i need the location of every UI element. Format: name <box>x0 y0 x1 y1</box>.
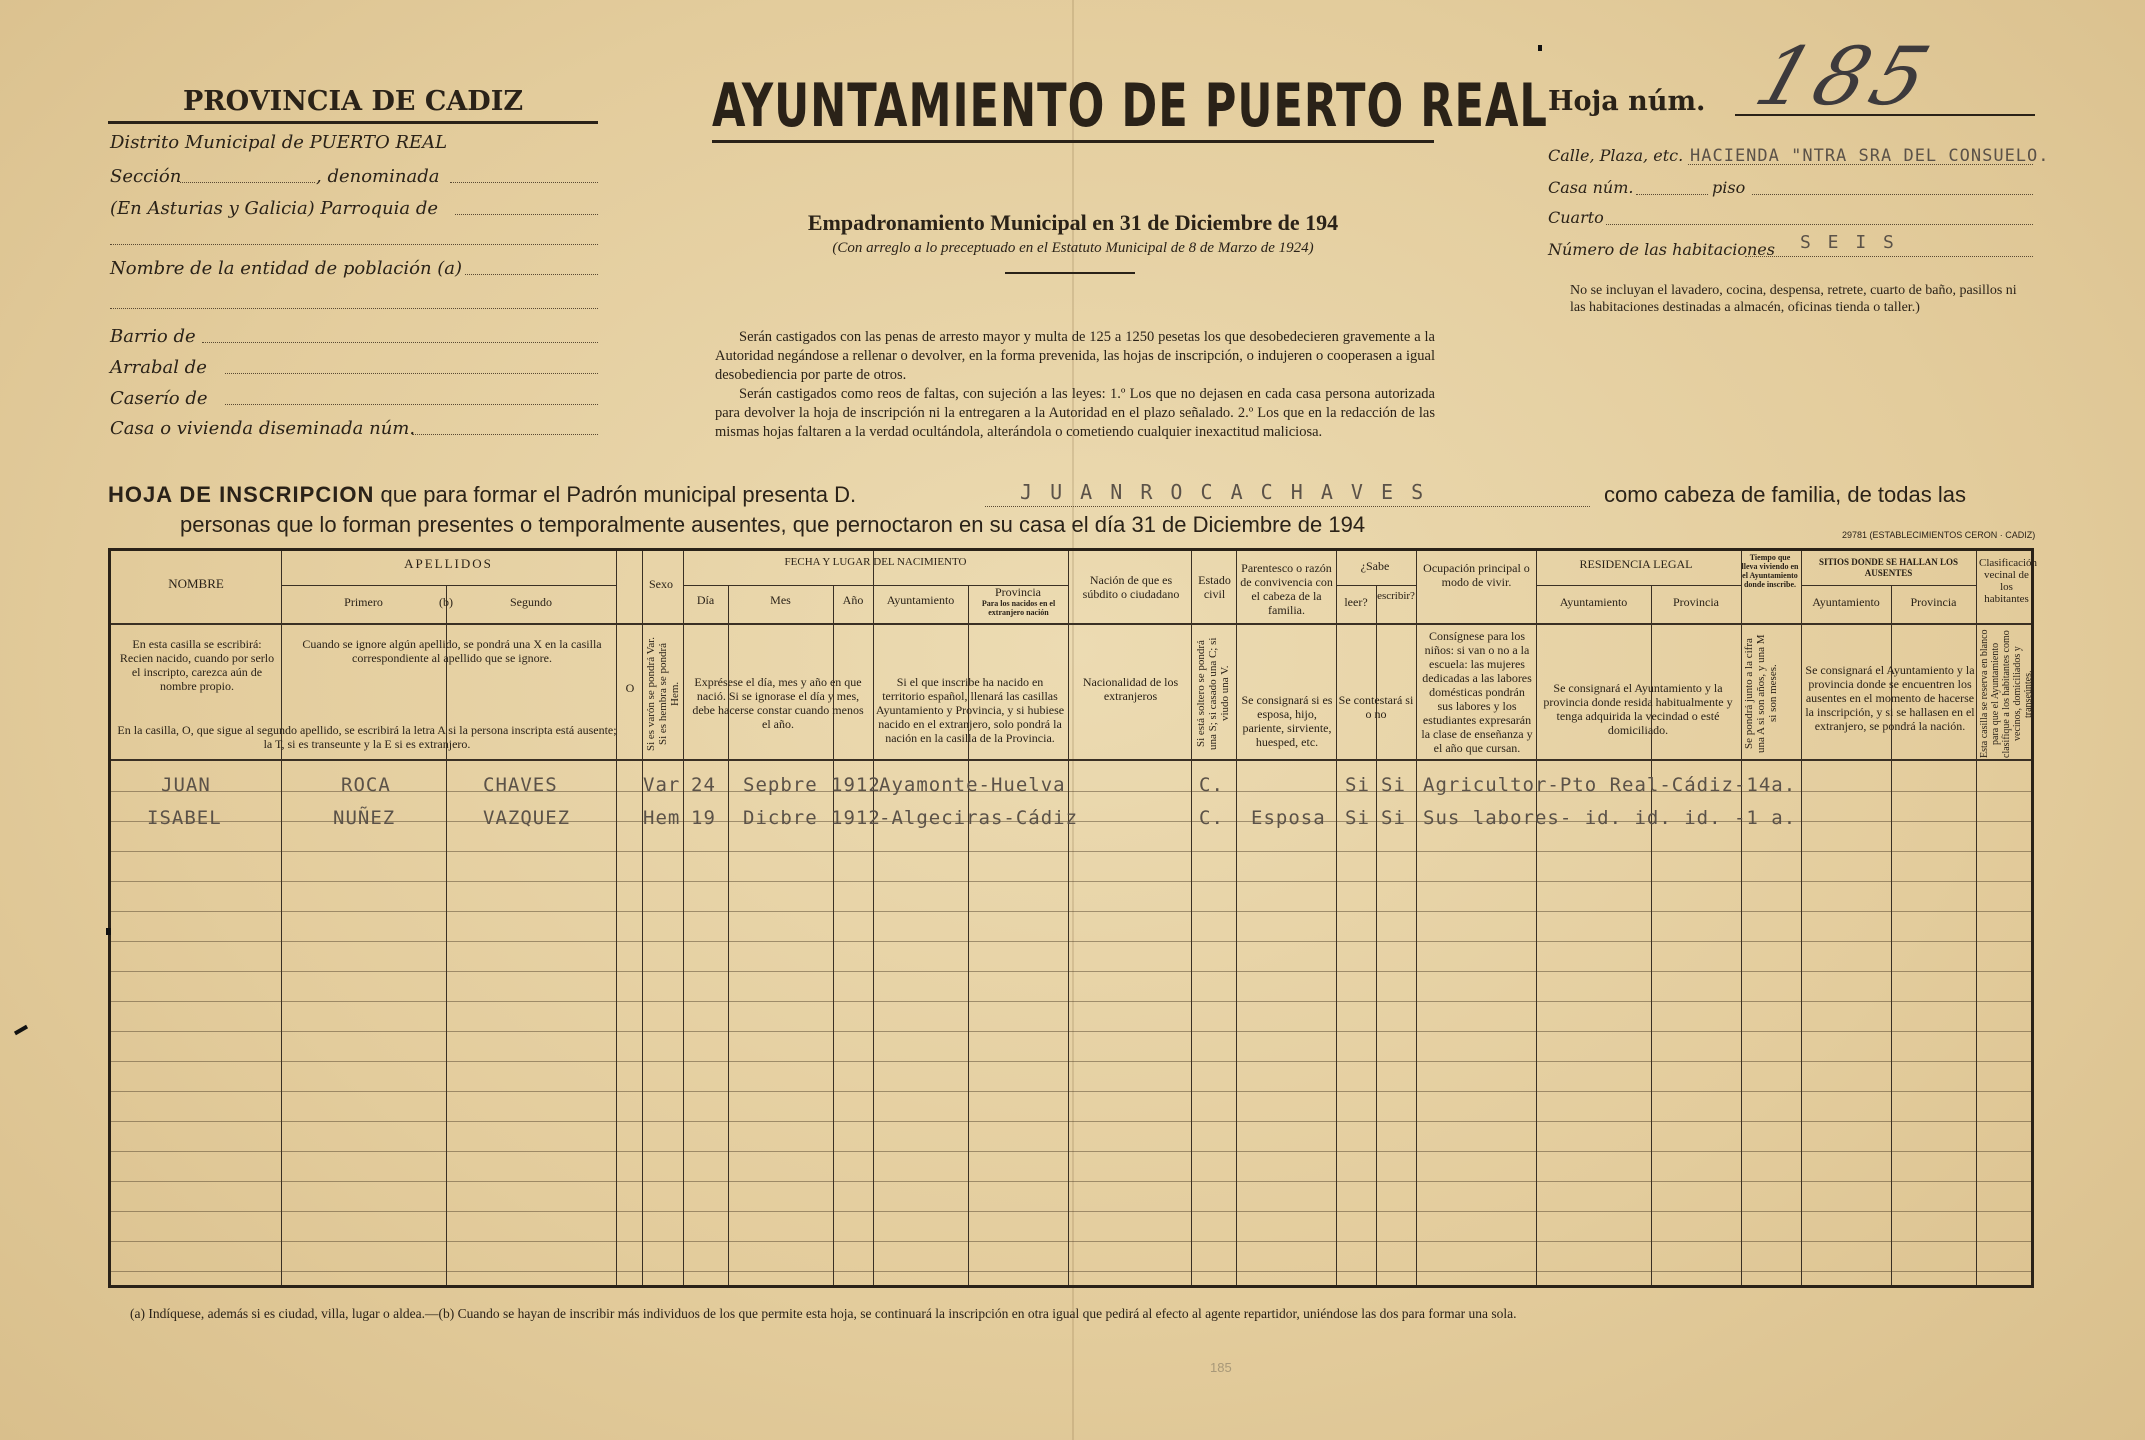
footnote: (a) Indíquese, además si es ciudad, villa, lugar o aldea.—(b) Cuando se hayan de inscribir más individuos de los que permite esta hoja, se continuará la inscripción en otra igual que pedirá al efecto al agente repartidor, uniéndose las dos para formar una sola. <box>130 1306 1517 1321</box>
entity-field-2 <box>110 308 598 309</box>
row-rule <box>111 1211 2031 1212</box>
barrio-label: Barrio de <box>110 326 196 347</box>
house-field <box>1636 194 1708 195</box>
header-res-ayto: Ayuntamiento <box>1559 595 1628 609</box>
row-rule <box>111 1151 2031 1152</box>
instr-ocupacion: Consígnese para los niños: si van o no a la escuela: las mujeres dedicadas a las labores domésticas pondrán sus labores y los estudiantes expresarán la clase de enseñanza y el año que cursan. <box>1421 629 1533 755</box>
row-rule <box>111 881 2031 882</box>
column-divider <box>1191 551 1192 1285</box>
arrabal-field <box>225 373 598 374</box>
header-dia: Día <box>696 593 715 607</box>
header-mes: Mes <box>770 593 791 607</box>
column-divider <box>1976 551 1977 1285</box>
instr-estado: Si está soltero se pondrá una S; si casado una C; si viudo una V. <box>1195 637 1231 750</box>
floor-field <box>1752 194 2033 195</box>
head-of-family-name: J U A N R O C A C H A V E S <box>1020 480 1427 504</box>
pencil-note: 185 <box>1210 1360 1232 1375</box>
instr-lugar: Si el que inscribe ha nacido en territorio español, llenará las casillas Ayuntamiento y Provincia, y si hubiese nacido en el extranjero, solo pondrá la nación en la casilla de la Provincia. <box>875 675 1065 745</box>
instr-residencia: Se consignará el Ayuntamiento y la provincia donde resida habitualmente y tenga adquirida la vecindad o esté domiciliado. <box>1543 681 1733 737</box>
entity-field <box>465 274 598 275</box>
census-table <box>108 548 2038 1288</box>
header-estado: Estado civil <box>1198 573 1231 601</box>
binder-mark <box>14 1025 28 1035</box>
header-tiempo: Tiempo que lleva viviendo en el Ayuntamiento donde inscribe. <box>1741 553 1799 589</box>
instr-nombre: En esta casilla se escribirá: Recien nacido, cuando por serlo el inscripto, carezca aún de nombre propio. <box>119 637 275 693</box>
row-rule <box>111 1271 2031 1272</box>
cell-leer: Si <box>1345 807 1370 829</box>
header-b: (b) <box>439 595 453 609</box>
cell-leer: Si <box>1345 774 1370 796</box>
title-rule <box>712 140 1434 143</box>
row-rule <box>111 911 2031 912</box>
caserio-label: Caserío de <box>110 388 208 409</box>
census-subtitle: Empadronamiento Municipal en 31 de Diciembre de 194 <box>807 210 1339 235</box>
named-field <box>450 182 598 183</box>
row-rule <box>111 851 2031 852</box>
cell-parentesco: Esposa <box>1251 807 1326 829</box>
column-divider <box>1801 551 1802 1285</box>
binder-mark <box>106 928 111 935</box>
column-divider <box>642 551 643 1285</box>
parish-label: (En Asturias y Galicia) Parroquia de <box>110 198 438 219</box>
cell-escribir: Si <box>1381 774 1406 796</box>
rooms-note: No se incluyan el lavadero, cocina, despensa, retrete, cuarto de baño, pasillos ni las habitaciones destinadas a almacén, oficinas tienda o taller.) <box>1570 283 2017 315</box>
section-field <box>180 182 315 183</box>
province-title: PROVINCIA DE CADIZ <box>108 86 598 124</box>
header-band <box>281 585 616 586</box>
column-divider <box>683 551 684 1285</box>
header-ano: Año <box>842 593 864 607</box>
parish-field-2 <box>110 244 598 245</box>
header-sabe: ¿Sabe <box>1360 559 1390 573</box>
subcolumn-divider <box>1376 585 1377 1285</box>
instr-apellidos: Cuando se ignore algún apellido, se pondrá una X en la casilla correspondiente al apellido que se ignore. <box>302 637 602 665</box>
header-escribir: escribir? <box>1377 590 1415 602</box>
rooms-value: S E I S <box>1800 232 1897 253</box>
column-divider <box>1741 551 1742 1285</box>
header-ocupacion: Ocupación principal o modo de vivir. <box>1423 561 1530 589</box>
head-of-family-field <box>985 506 1590 507</box>
cell-ano: 1912 <box>831 807 881 829</box>
cell-dia: 19 <box>691 807 716 829</box>
header-parentesco: Parentesco o razón de convivencia con el cabeza de la familia. <box>1240 561 1333 617</box>
section-label: Sección <box>110 166 182 187</box>
street-value: HACIENDA "NTRA SRA DEL CONSUELO. <box>1690 146 2050 166</box>
named-label: , denominada <box>316 166 440 187</box>
room-field <box>1606 224 2033 225</box>
barrio-field <box>202 342 598 343</box>
cell-estado: C. <box>1199 774 1224 796</box>
header-sitios: SITIOS DONDE SE HALLAN LOS AUSENTES <box>1818 557 1959 578</box>
casa-label: Casa o vivienda diseminada núm. <box>110 418 416 439</box>
inscription-line-2: personas que lo forman presentes o temporalmente ausentes, que pernoctaron en su casa el día 31 de Diciembre de 194 <box>180 512 1366 537</box>
instr-o: En la casilla, O, que sigue al segundo apellido, se escribirá la letra A si la persona inscripta está ausente; la T, si es transeunte y la E si es extranjero. <box>117 723 617 751</box>
row-rule <box>111 1181 2031 1182</box>
row-rule <box>111 941 2031 942</box>
cell-mes: Sepbre <box>743 774 818 796</box>
street-label: Calle, Plaza, etc. <box>1548 146 1684 165</box>
header-nacion: Nación de que es súbdito o ciudadano <box>1082 573 1180 601</box>
header-aus-prov: Provincia <box>1910 595 1957 609</box>
rooms-label: Número de las habitaciones <box>1548 240 1775 259</box>
entity-label: Nombre de la entidad de población (a) <box>110 258 463 279</box>
row-rule <box>111 1031 2031 1032</box>
column-divider <box>1068 551 1069 1285</box>
cell-sexo: Var <box>643 774 681 796</box>
instr-sitios: Se consignará el Ayuntamiento y la provincia donde se encuentren los ausentes en el momento de hacerse la inscripción, y si se hallasen en el extranjero, se pondrá la nación. <box>1805 663 1975 733</box>
row-rule <box>111 971 2031 972</box>
municipality-title: AYUNTAMIENTO DE PUERTO REAL <box>712 71 1548 141</box>
row-rule <box>111 1061 2031 1062</box>
instr-clasif: Esta casilla se reserva en blanco para que el Ayuntamiento clasifique a los habitantes como vecinos, domiciliados y transeúntes. <box>1979 629 2034 759</box>
house-label: Casa núm. <box>1548 178 1634 197</box>
cell-sexo: Hem <box>643 807 681 829</box>
penalty-text-2: Serán castigados como reos de faltas, con sujeción a las leyes: 1.º Los que no dejasen en cada casa persona autorizada para devolver la hoja de inscripción ni la entregaren a la Autoridad en el plazo señalado. 2.º Los que en la redacción de las mismas hojas faltaren a la verdad ocultándola, alterándola o cometiendo cualquier inexactitud maliciosa. <box>715 386 1435 440</box>
cell-lugar: Ayamonte-Huelva <box>879 774 1066 796</box>
row-rule <box>111 1001 2031 1002</box>
header-separator <box>111 759 2031 761</box>
room-label: Cuarto <box>1548 208 1604 227</box>
instr-parentesco: Se consignará si es esposa, hijo, pariente, sirviente, huesped, etc. <box>1241 693 1333 749</box>
header-residencia: RESIDENCIA LEGAL <box>1579 557 1693 571</box>
cell-mes: Dicbre <box>743 807 818 829</box>
cell-lugar: -Algeciras-Cádiz <box>879 807 1079 829</box>
row-rule <box>111 1091 2031 1092</box>
rooms-field <box>1745 256 2033 257</box>
header-clasif: Clasificación vecinal de los habitantes <box>1979 557 2038 605</box>
census-subtitle-note: (Con arreglo a lo preceptuado en el Estatuto Municipal de 8 de Marzo de 1924) <box>832 240 1314 256</box>
header-band <box>1536 585 1741 586</box>
column-divider <box>1536 551 1537 1285</box>
header-apellidos: APELLIDOS <box>404 556 493 571</box>
row-rule <box>111 1241 2031 1242</box>
header-primero: Primero <box>344 595 383 609</box>
instr-fecha: Exprésese el día, mes y año en que nació. Si se ignorase el día y mes, debe hacerse constar cuando menos el año. <box>692 675 864 731</box>
inscription-tail: como cabeza de familia, de todas las <box>1604 482 1966 507</box>
instr-o-label: O <box>625 681 635 695</box>
cell-dia: 24 <box>691 774 716 796</box>
inscription-text: que para formar el Padrón municipal presenta D. <box>380 482 857 507</box>
sheet-number-label: Hoja núm. <box>1548 86 1706 117</box>
instr-sexo: Si es varón se pondrá Var. Si es hembra se pondrá Hem. <box>645 636 681 751</box>
cell-primero: ROCA <box>341 774 391 796</box>
header-band <box>1801 585 1976 586</box>
column-divider <box>1236 551 1237 1285</box>
header-res-prov: Provincia <box>1673 595 1719 609</box>
header-segundo: Segundo <box>510 595 552 609</box>
cell-ocupacion-residencia: Sus labores- id. id. id. -1 a. <box>1423 807 1797 829</box>
column-divider <box>281 551 282 1285</box>
column-divider <box>1416 551 1417 1285</box>
header-band <box>1336 585 1416 586</box>
column-divider <box>1336 551 1337 1285</box>
header-nombre: NOMBRE <box>168 576 224 591</box>
cell-estado: C. <box>1199 807 1224 829</box>
cell-primero: NUÑEZ <box>333 807 396 829</box>
casa-field <box>412 434 598 435</box>
column-divider <box>873 551 874 1285</box>
cell-nombre: JUAN <box>161 774 211 796</box>
ornament-rule <box>1005 272 1135 274</box>
cell-segundo: CHAVES <box>483 774 558 796</box>
parish-field <box>455 214 598 215</box>
sheet-number-handwritten: 185 <box>1744 30 1946 123</box>
inscription-lead: HOJA DE INSCRIPCION <box>108 482 375 507</box>
row-rule <box>111 1121 2031 1122</box>
header-aus-ayto: Ayuntamiento <box>1812 595 1880 609</box>
cell-nombre: ISABEL <box>147 807 222 829</box>
instr-tiempo: Se pondrá junto a la cifra una A si son años, y una M si son meses. <box>1743 634 1779 753</box>
header-fecha: FECHA Y LUGAR DEL NACIMIENTO <box>784 556 967 568</box>
inscription-line-1 <box>108 482 856 508</box>
printer-mark: 29781 (ESTABLECIMIENTOS CERON · CADIZ) <box>1842 530 2036 540</box>
floor-label: piso <box>1712 178 1746 197</box>
cell-ano: 1912 <box>831 774 881 796</box>
district-label: Distrito Municipal de PUERTO REAL <box>110 132 448 153</box>
header-leer: leer? <box>1344 595 1368 609</box>
street-field <box>1688 164 2033 165</box>
header-separator <box>111 623 2031 625</box>
header-provincia: Provincia <box>995 585 1041 599</box>
cell-segundo: VAZQUEZ <box>483 807 571 829</box>
cell-escribir: Si <box>1381 807 1406 829</box>
header-provincia-note: Para los nacidos en el extranjero nación <box>981 599 1056 617</box>
instr-nacion: Nacionalidad de los extranjeros <box>1082 675 1179 703</box>
cell-ocupacion-residencia: Agricultor-Pto Real-Cádiz-14a. <box>1423 774 1797 796</box>
subcolumn-divider <box>446 585 447 1285</box>
header-sexo: Sexo <box>649 577 673 591</box>
instr-sabe: Se contestará si o no <box>1338 693 1414 721</box>
arrabal-label: Arrabal de <box>110 357 207 378</box>
header-ayuntamiento: Ayuntamiento <box>886 593 955 607</box>
penalty-text-1: Serán castigados con las penas de arresto mayor y multa de 125 a 1250 pesetas los que desobedecieren gravemente a la Autoridad negándose a rellenar o devolver, en la forma prevenida, las hojas de inscripción, o indujeren o cooperasen a igual desobediencia por parte de otros. <box>715 329 1435 383</box>
binder-mark <box>1538 45 1542 51</box>
caserio-field <box>225 404 598 405</box>
